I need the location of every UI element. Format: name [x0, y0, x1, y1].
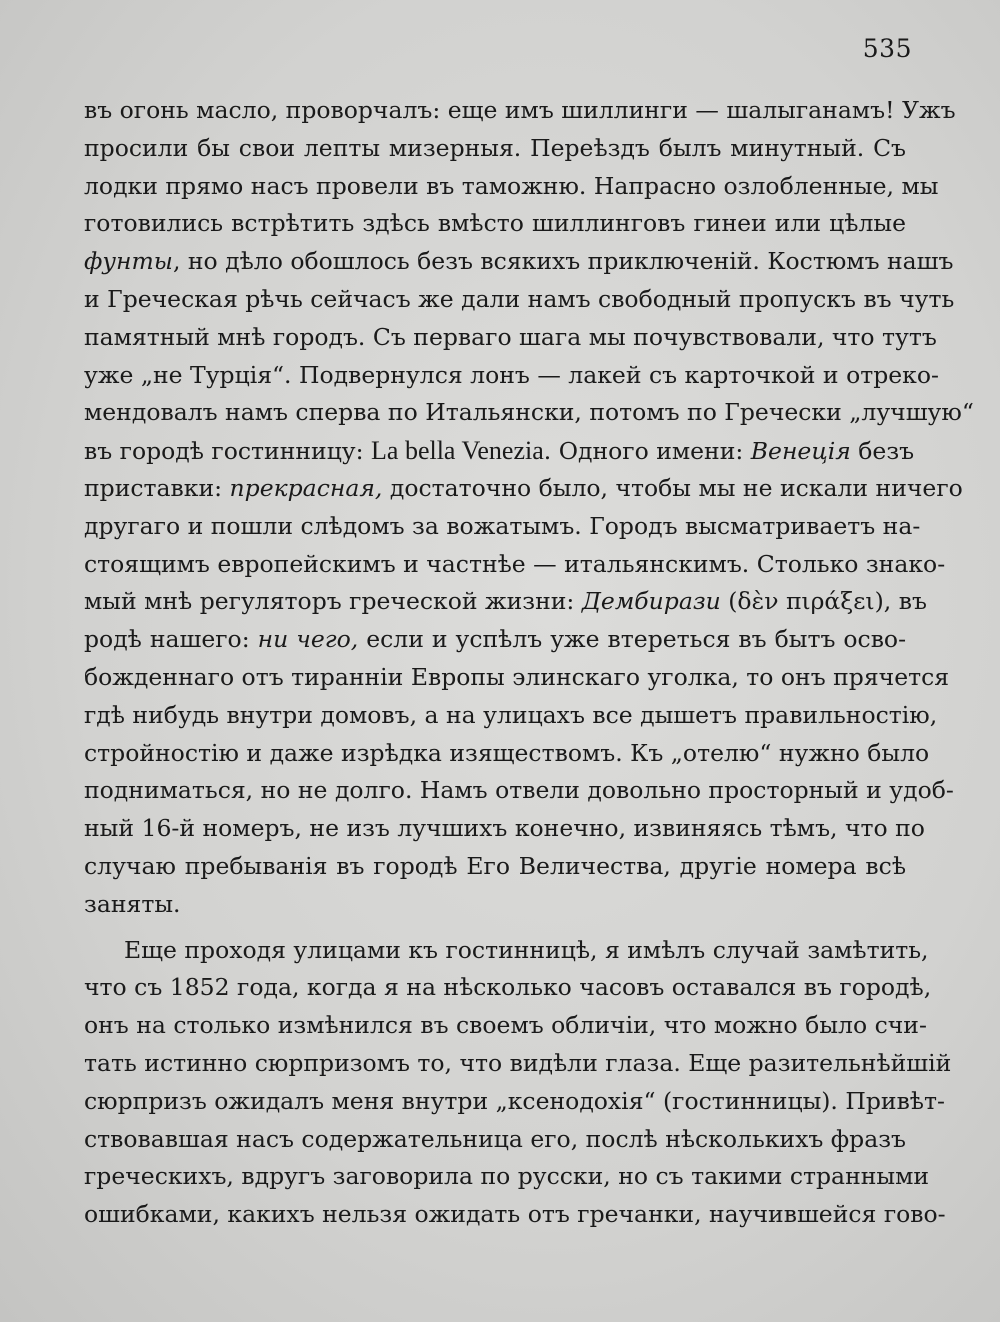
text-segment: готовились встрѣтить здѣсь вмѣсто шиллинговъ гинеи или цѣлые: [84, 209, 906, 238]
text-line: [84, 697, 938, 735]
text-line: [84, 508, 921, 546]
text-segment: (δὲν πιράξει), въ: [720, 587, 927, 616]
text-segment: стоящимъ европейскимъ и частнѣе — итальянскимъ. Столько знако-: [84, 549, 946, 578]
text-line: [84, 319, 937, 357]
text-segment: греческихъ, вдругъ заговорила по русски, но съ такими странными: [84, 1162, 930, 1191]
text-line: [84, 357, 939, 395]
text-segment: ошибками, какихъ нельзя ожидать отъ гречанки, научившейся гово-: [84, 1200, 946, 1229]
italic-text: прекрасная,: [229, 473, 383, 502]
italic-text: ни чего,: [257, 625, 359, 654]
text-line: [84, 281, 955, 319]
text-line: [84, 1007, 927, 1045]
text-segment: тать истинно сюрпризомъ то, что видѣли глаза. Еще разительнѣйшій: [84, 1048, 952, 1077]
text-segment: Еще проходя улицами къ гостинницѣ, я имѣлъ случай замѣтить,: [124, 935, 929, 964]
text-segment: памятный мнѣ городъ. Съ перваго шага мы почувствовали, что тутъ: [84, 322, 937, 351]
page-number: 535: [862, 34, 912, 63]
italic-text: Дембирази: [581, 587, 721, 616]
text-segment: и Греческая рѣчь сейчасъ же дали намъ свободный пропускъ въ чуть: [84, 284, 955, 313]
text-line: [84, 1121, 906, 1159]
italic-text: фунты: [84, 247, 173, 276]
text-segment: въ городѣ гостинницу:: [84, 437, 372, 466]
text-segment: достаточно было, чтобы мы не искали ничего: [382, 473, 963, 502]
text-segment: лодки прямо насъ провели въ таможню. Напрасно озлобленные, мы: [84, 171, 939, 200]
text-line: [84, 546, 946, 584]
text-line: [84, 168, 939, 206]
latin-text: La bella Venezia: [371, 436, 544, 466]
text-segment: что съ 1852 года, когда я на нѣсколько часовъ оставался въ городѣ,: [84, 973, 932, 1002]
text-segment: заняты.: [84, 889, 181, 918]
text-segment: сюрпризъ ожидалъ меня внутри „ксенодохія“ (гостинницы). Привѣт-: [84, 1086, 945, 1115]
text-segment: божденнаго отъ тиранніи Европы элинскаго уголка, то онъ прячется: [84, 662, 950, 691]
text-segment: подниматься, но не долго. Намъ отвели довольно просторный и удоб-: [84, 776, 954, 805]
text-line: [84, 621, 906, 659]
paragraph-gap: [84, 924, 906, 932]
text-line: [84, 583, 927, 621]
text-line: [84, 735, 930, 773]
text-segment: . Одного имени:: [543, 437, 751, 466]
italic-text: Венеція: [750, 437, 851, 466]
text-line: [84, 130, 906, 168]
text-segment: если и успѣлъ уже втереться въ бытъ осво-: [358, 625, 907, 654]
text-segment: ный 16-й номеръ, не изъ лучшихъ конечно, извиняясь тѣмъ, что по: [84, 814, 925, 843]
text-segment: мендовалъ намъ сперва по Итальянски, потомъ по Гречески „лучшую“: [84, 398, 974, 427]
text-line: [84, 659, 950, 697]
text-line: [84, 969, 932, 1007]
text-segment: приставки:: [84, 473, 230, 502]
text-line: [84, 1083, 945, 1121]
text-segment: онъ на столько измѣнился въ своемъ обличіи, что можно было счи-: [84, 1011, 927, 1040]
text-segment: стройностію и даже изрѣдка изяществомъ. Къ „отелю“ нужно было: [84, 738, 930, 767]
text-line: [84, 848, 906, 886]
text-line: [84, 394, 974, 432]
text-segment: уже „не Турція“. Подвернулся лонъ — лакей съ карточкой и отреко-: [84, 360, 939, 389]
text-line: [84, 205, 906, 243]
text-segment: гдѣ нибудь внутри домовъ, а на улицахъ все дышетъ правильностію,: [84, 700, 938, 729]
text-segment: мый мнѣ регуляторъ греческой жизни:: [84, 587, 582, 616]
body-text: [84, 92, 974, 1234]
text-line: [84, 1045, 952, 1083]
text-line: [84, 243, 954, 281]
text-segment: , но дѣло обошлось безъ всякихъ приключеній. Костюмъ нашъ: [172, 247, 954, 276]
text-segment: въ огонь масло, проворчалъ: еще имъ шиллинги — шалыганамъ! Ужъ: [84, 96, 956, 124]
text-line: [84, 1196, 946, 1234]
text-segment: родѣ нашего:: [84, 625, 258, 654]
text-line: [84, 92, 956, 130]
text-line: [84, 1158, 930, 1196]
text-segment: ствовавшая насъ содержательница его, послѣ нѣсколькихъ фразъ: [84, 1124, 906, 1153]
text-line: [84, 470, 963, 508]
text-line: [84, 432, 915, 470]
text-segment: случаю пребыванія въ городѣ Его Величества, другіе номера всѣ: [84, 851, 906, 880]
text-segment: безъ: [850, 437, 915, 466]
text-line: [84, 810, 925, 848]
text-line: [84, 932, 929, 970]
text-segment: другаго и пошли слѣдомъ за вожатымъ. Городъ высматриваетъ на-: [84, 511, 921, 540]
text-line: [84, 772, 954, 810]
text-line: [84, 886, 906, 924]
text-segment: просили бы свои лепты мизерныя. Переѣздъ былъ минутный. Съ: [84, 133, 906, 162]
